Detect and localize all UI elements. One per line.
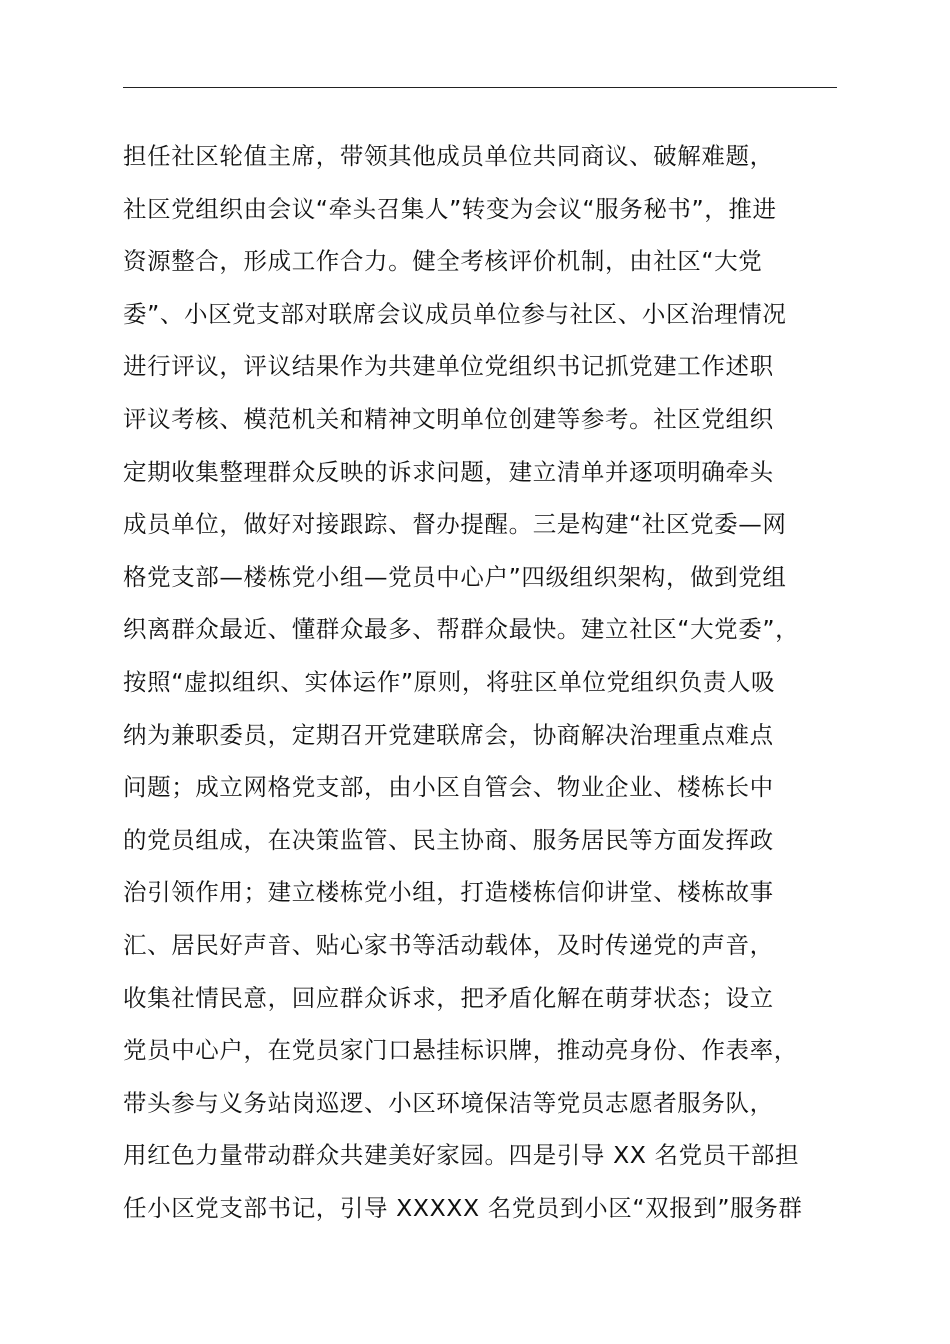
text-line: 资源整合，形成工作合力。健全考核评价机制，由社区“大党: [123, 247, 763, 276]
text-line: 织离群众最近、懂群众最多、帮群众最快。建立社区“大党委”，: [123, 615, 800, 644]
text-line: 评议考核、模范机关和精神文明单位创建等参考。社区党组织: [123, 404, 774, 433]
text-line: 定期收集整理群众反映的诉求问题，建立清单并逐项明确牵头: [123, 457, 774, 486]
text-line: 问题；成立网格党支部，由小区自管会、物业企业、楼栋长中: [123, 773, 774, 802]
text-line: 担任社区轮值主席，带领其他成员单位共同商议、破解难题，: [123, 142, 774, 170]
text-line: 治引领作用；建立楼栋党小组，打造楼栋信仰讲堂、楼栋故事: [123, 878, 774, 907]
text-line: 按照“虚拟组织、实体运作”原则，将驻区单位党组织负责人吸: [123, 667, 776, 696]
text-line: 收集社情民意，回应群众诉求，把矛盾化解在萌芽状态；设立: [123, 983, 774, 1012]
text-line: 用红色力量带动群众共建美好家园。四是引导 XX 名党员干部担: [123, 1141, 800, 1170]
body-text: [123, 130, 863, 1234]
text-line: 格党支部—楼栋党小组—党员中心户”四级组织架构，做到党组: [123, 562, 787, 591]
text-line: 带头参与义务站岗巡逻、小区环境保洁等党员志愿者服务队，: [123, 1088, 774, 1117]
text-line: 任小区党支部书记，引导 XXXXX 名党员到小区“双报到”服务群: [123, 1193, 803, 1222]
text-line: 汇、居民好声音、贴心家书等活动载体，及时传递党的声音，: [123, 930, 774, 959]
text-line: 社区党组织由会议“牵头召集人”转变为会议“服务秘书”，推进: [123, 194, 777, 223]
header-rule: [123, 87, 837, 88]
text-line: 的党员组成，在决策监管、民主协商、服务居民等方面发挥政: [123, 825, 774, 854]
text-line: 委”、小区党支部对联席会议成员单位参与社区、小区治理情况: [123, 299, 787, 328]
text-line: 党员中心户，在党员家门口悬挂标识牌，推动亮身份、作表率，: [123, 1036, 798, 1065]
text-line: 进行评议，评议结果作为共建单位党组织书记抓党建工作述职: [123, 352, 774, 381]
text-line: 纳为兼职委员，定期召开党建联席会，协商解决治理重点难点: [123, 720, 774, 749]
text-line: 成员单位，做好对接跟踪、督办提醒。三是构建“社区党委—网: [123, 510, 787, 539]
